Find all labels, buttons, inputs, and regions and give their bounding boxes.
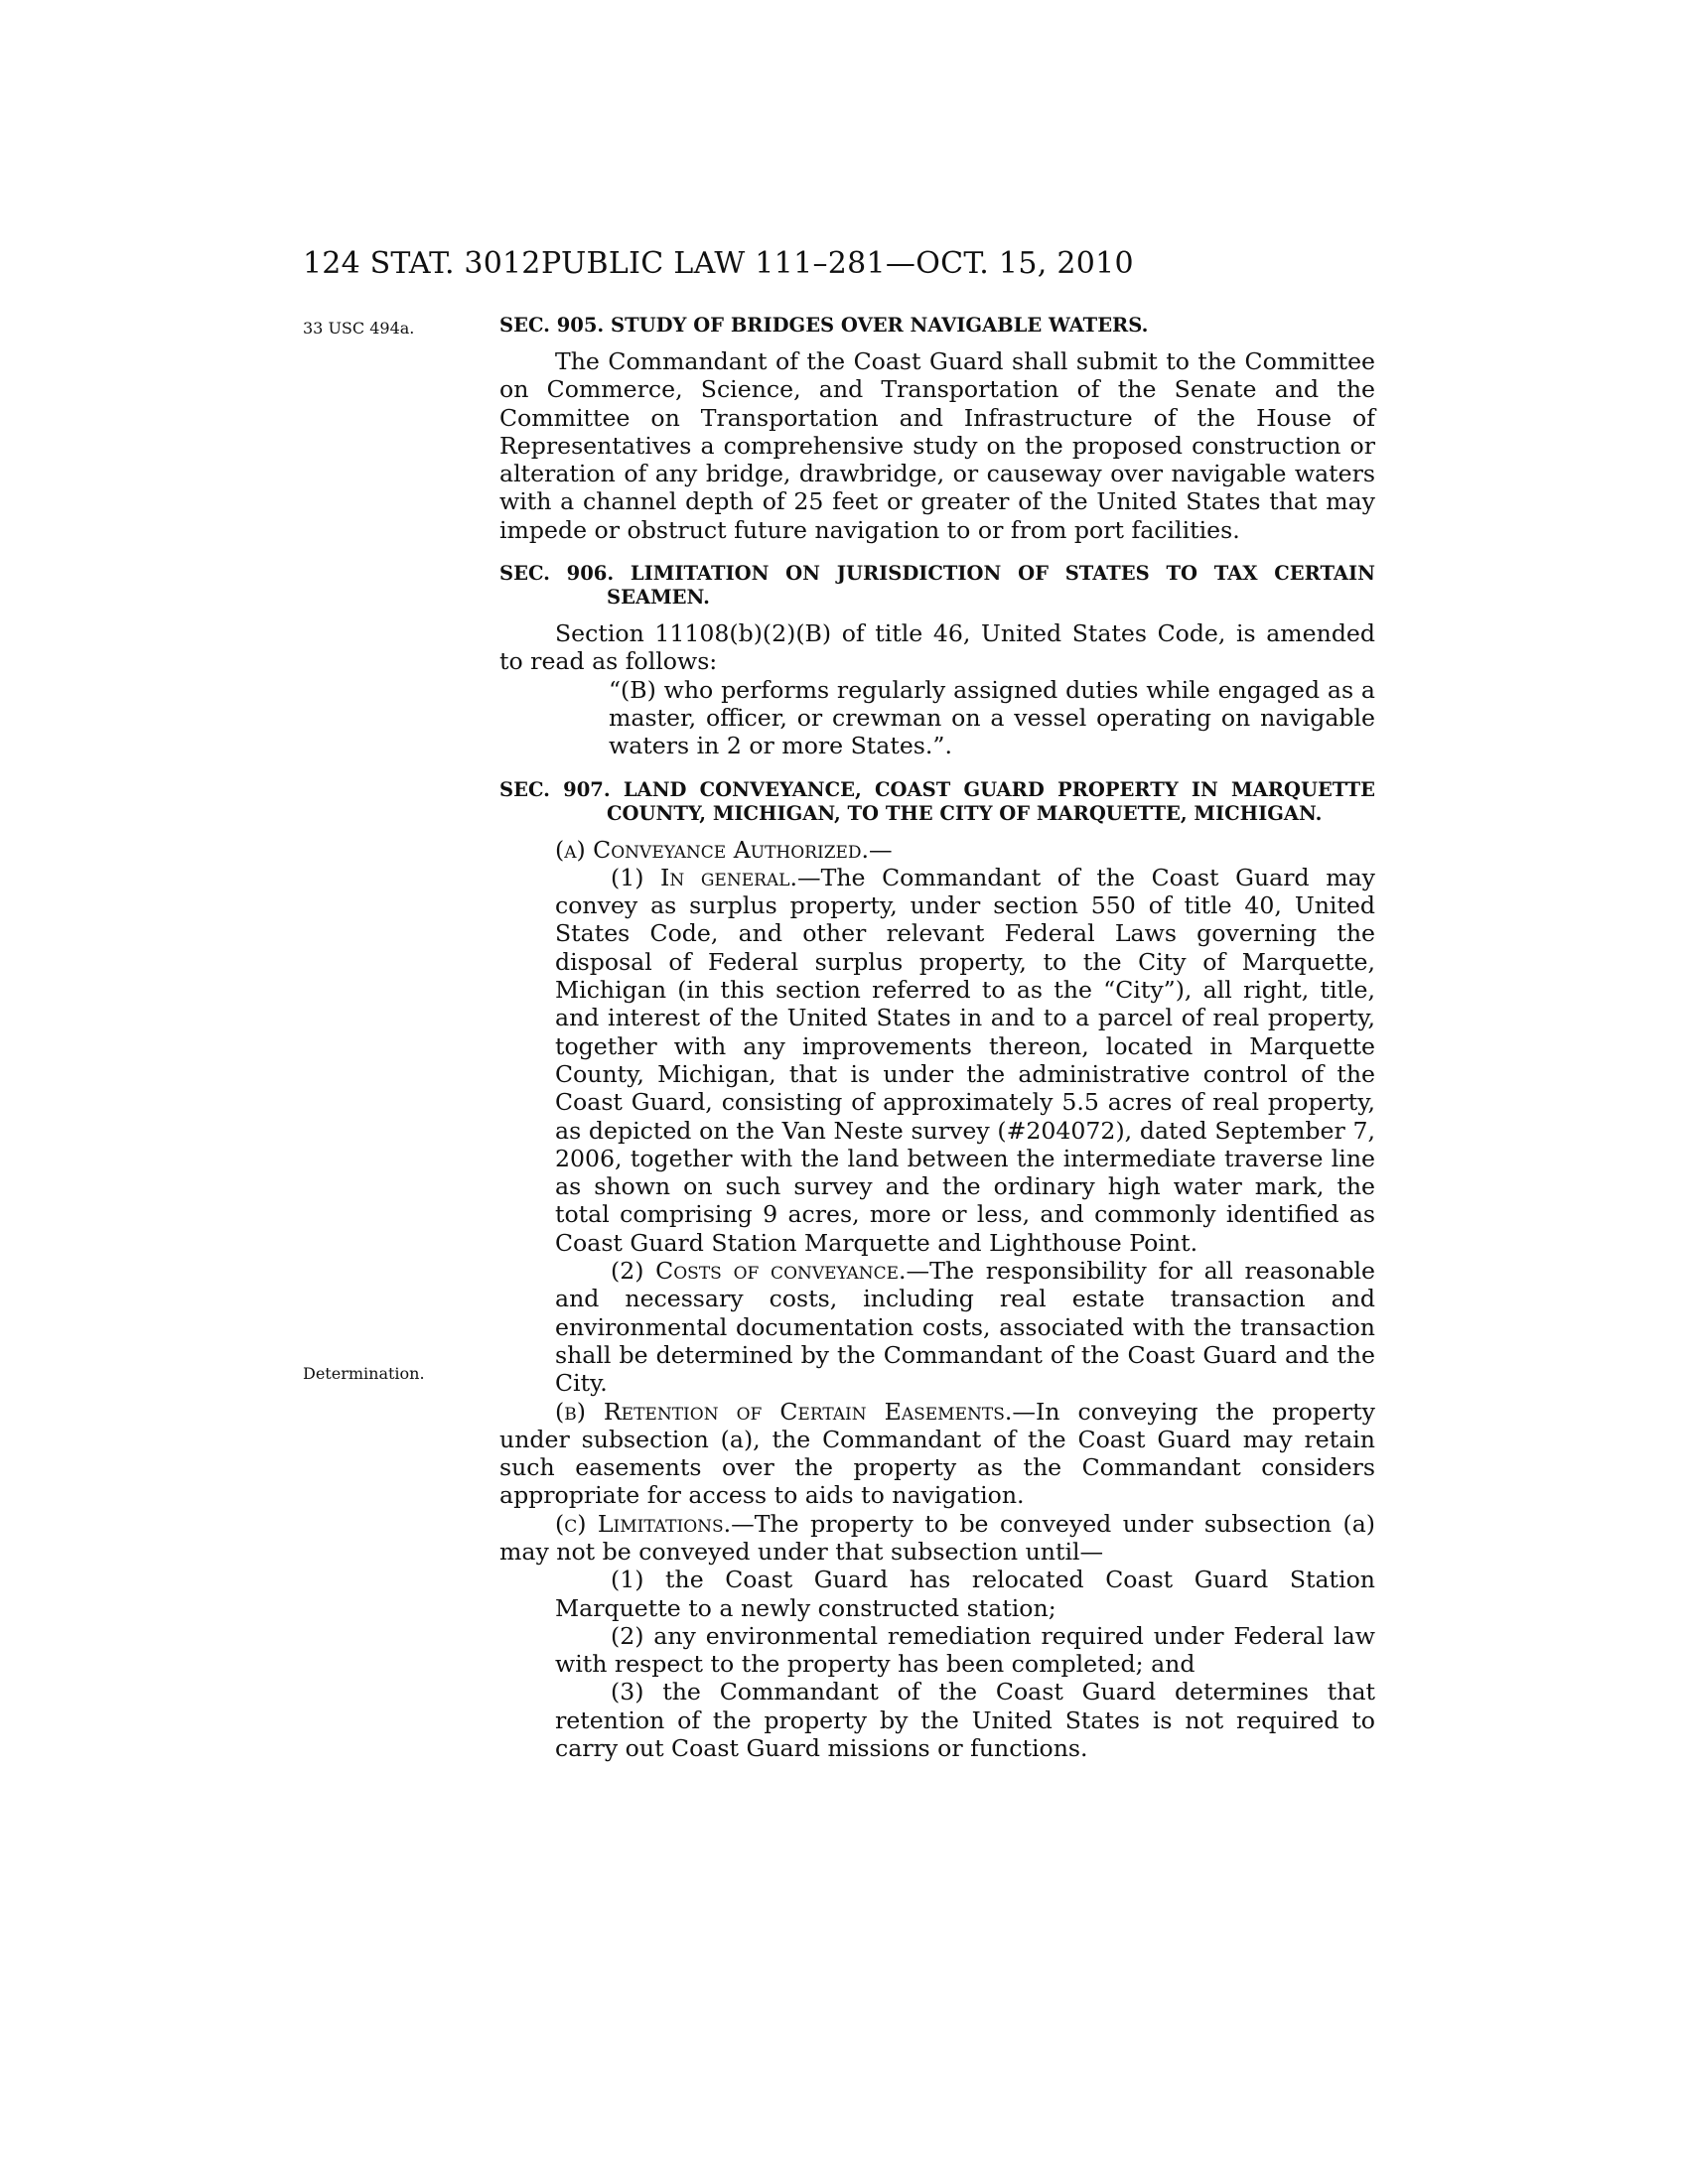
sec-907-a1-text: —The Commandant of the Coast Guard may convey as surplus property, under section 550 of title 40, United States Code, and other relevant Federal Laws governing the disposal of Federal surplus property, to the City of Marquette, Michigan (in this section referred to as the “City”), all right, title, and interest of the United States in and to a parcel of real property, together with any improvements thereon, located in Marquette County, Michigan, that is under the administrative control of the Coast Guard, consisting of approximately 5.5 acres of real property, as depicted on the Van Neste survey (#204072), dated September 7, 2006, together with the land between the intermediate traverse line as shown on such survey and the ordinary high water mark, the total comprising 9 acres, more or less, and commonly identified as Coast Guard Station Marquette and Lighthouse Point. [555, 863, 1375, 1257]
sec-907-a1 [499, 864, 1375, 1257]
sec-906-quote: “(B) who performs regularly assigned duties while engaged as a master, officer, or crewman on a vessel operating on navigable waters in 2 or more States.”. [609, 675, 1375, 760]
sec-905-text: The Commandant of the Coast Guard shall submit to the Committee on Commerce, Science, and Transportation of the Senate and the Committee on Transportation and Infrastructure of the House of Representatives a comprehensive study on the proposed construction or alteration of any bridge, drawbridge, or causeway over navigable waters with a channel depth of 25 feet or greater of the United States that may impede or obstruct future navigation to or from port facilities. [499, 347, 1375, 544]
margin-note-usc: 33 USC 494a. [303, 319, 415, 338]
sec-907-c3: (3) the Commandant of the Coast Guard determines that retention of the property by the United States is not required to carry out Coast Guard missions or functions. [555, 1678, 1375, 1763]
sec-907-a-label: (a) Conveyance Authorized.— [555, 835, 893, 864]
sec-907-a1-label: (1) In general. [611, 863, 797, 891]
sec-907-c2: (2) any environmental remediation required under Federal law with respect to the property has been completed; and [555, 1621, 1375, 1679]
page-header [303, 246, 1375, 290]
margin-note-determination: Determination. [303, 1364, 425, 1383]
sec-907-b-label: (b) Retention of Certain Easements. [555, 1397, 1013, 1426]
sec-907-b-text: —In conveying the property under subsection (a), the Commandant of the Coast Guard may retain such easements over the property as the Commandant considers appropriate for access to aids to navigation. [499, 1397, 1375, 1510]
sec-907-c [499, 1510, 1375, 1567]
sec-907-c-label: (c) Limitations. [555, 1509, 732, 1538]
sec-906-heading: SEC. 906. LIMITATION ON JURISDICTION OF STATES TO TAX CERTAIN SEAMEN. [499, 562, 1375, 610]
sec-907-c1: (1) the Coast Guard has relocated Coast Guard Station Marquette to a newly constructed station; [555, 1566, 1375, 1622]
sec-905-heading: SEC. 905. STUDY OF BRIDGES OVER NAVIGABLE WATERS. [499, 314, 1149, 337]
body-text [499, 314, 1375, 1762]
sec-907-c-text: —The property to be conveyed under subsection (a) may not be conveyed under that subsection until— [499, 1509, 1375, 1566]
sec-907-a2-label: (2) Costs of conveyance. [611, 1257, 907, 1286]
public-law-title: PUBLIC LAW 111–281—OCT. 15, 2010 [541, 246, 1134, 281]
sec-907-a-heading [499, 836, 1375, 864]
sec-907-b [499, 1398, 1375, 1510]
statute-page-number: 124 STAT. 3012 [303, 246, 541, 281]
sec-907-heading: SEC. 907. LAND CONVEYANCE, COAST GUARD PROPERTY IN MARQUETTE COUNTY, MICHIGAN, TO THE CITY OF MARQUETTE, MICHIGAN. [499, 777, 1375, 825]
sec-906-text: Section 11108(b)(2)(B) of title 46, United States Code, is amended to read as follows: [499, 619, 1375, 676]
sec-907-a2 [499, 1257, 1375, 1397]
sec-907-a2-text: —The responsibility for all reasonable and necessary costs, including real estate transaction and environmental documentation costs, associated with the transaction shall be determined by the Commandant of the Coast Guard and the City. [555, 1257, 1376, 1398]
